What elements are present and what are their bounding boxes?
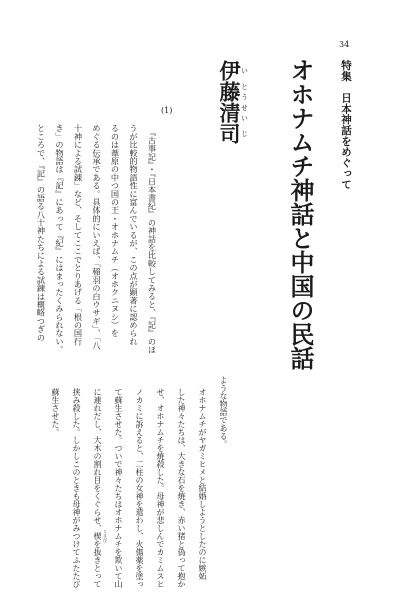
author-kanji: 伊 [217, 60, 242, 81]
summary-line: 挟み殺した。しかしこのときも母神がみつけてふたたび [72, 388, 81, 588]
summary-line: オホナムチがヤガミヒメと結婚しようとしたのに嫉妬 [198, 388, 207, 580]
intro-line: 十神による試錬」など、そしてここでとりあげる「根の国行 [73, 124, 84, 346]
author-char-1 [217, 60, 249, 81]
summary-line: せ、オホナムチを焼殺した。母神が悲しんでカミムスヒ [156, 388, 165, 588]
author-kanji: 藤 [217, 81, 242, 102]
author-char-3 [217, 102, 249, 123]
author-char-4 [217, 123, 249, 144]
author-char-2 [217, 81, 249, 102]
author-furigana: い [240, 60, 249, 81]
feature-label: 特集 日本神話をめぐって [340, 60, 352, 190]
section-marker: (1) [161, 106, 173, 115]
summary-text: に連れだし、大木の割れ目をくぐらせ、 [93, 388, 102, 532]
summary-line: した神々たちは、大きな石を焼き、赤い猪と偽って抱か [177, 388, 186, 588]
page-number: 34 [339, 40, 350, 49]
author-kanji: 清 [217, 102, 242, 123]
summary-line: ノカミに訴えると、二柱の女神を遣わし、火傷薬を塗っ [135, 388, 144, 588]
author-name [214, 60, 249, 144]
intro-line: めぐる伝承である。具体的にいえば、「稲羽の白ウサギ」、「八 [92, 124, 102, 350]
intro-line: ところで、『記』の語る八十神たちによる試錬は概略つぎの [36, 124, 47, 342]
summary-line: て蘇生させた。ついで神々たちはオホナムチを欺いて山 [114, 388, 123, 588]
author-furigana: とう [240, 81, 249, 102]
summary-line-with-ruby [87, 376, 108, 588]
ruby-kusabi [93, 529, 107, 543]
summary-text: を抜きとって [93, 540, 102, 588]
author-furigana: じ [240, 123, 249, 144]
intro-line: き」の物語は『記』にあって『紀』にはまったくみられない。 [55, 124, 65, 354]
ruby-furigana: くさび [102, 529, 107, 543]
intro-line: 『古事記』・『日本書紀』の神話を比較してみると、『記』のほ [147, 128, 158, 354]
author-furigana: せい [240, 102, 249, 123]
ruby-base: 楔 [93, 532, 102, 540]
author-kanji: 司 [217, 123, 242, 144]
intro-paragraph [32, 124, 162, 354]
summary-line: 蘇生させた。 [51, 388, 60, 436]
intro-line: うが比較的物語性に富んでいるが、この点が顕著に認められ [129, 124, 139, 346]
article-title: オホナムチ神話と中国の民話 [286, 58, 315, 370]
story-summary [45, 376, 234, 588]
summary-lead-line: ような物語である。 [219, 376, 228, 448]
intro-line: るのは葦原の中つ国の王・オホナムチ（オホクニヌシ）を [110, 124, 121, 338]
